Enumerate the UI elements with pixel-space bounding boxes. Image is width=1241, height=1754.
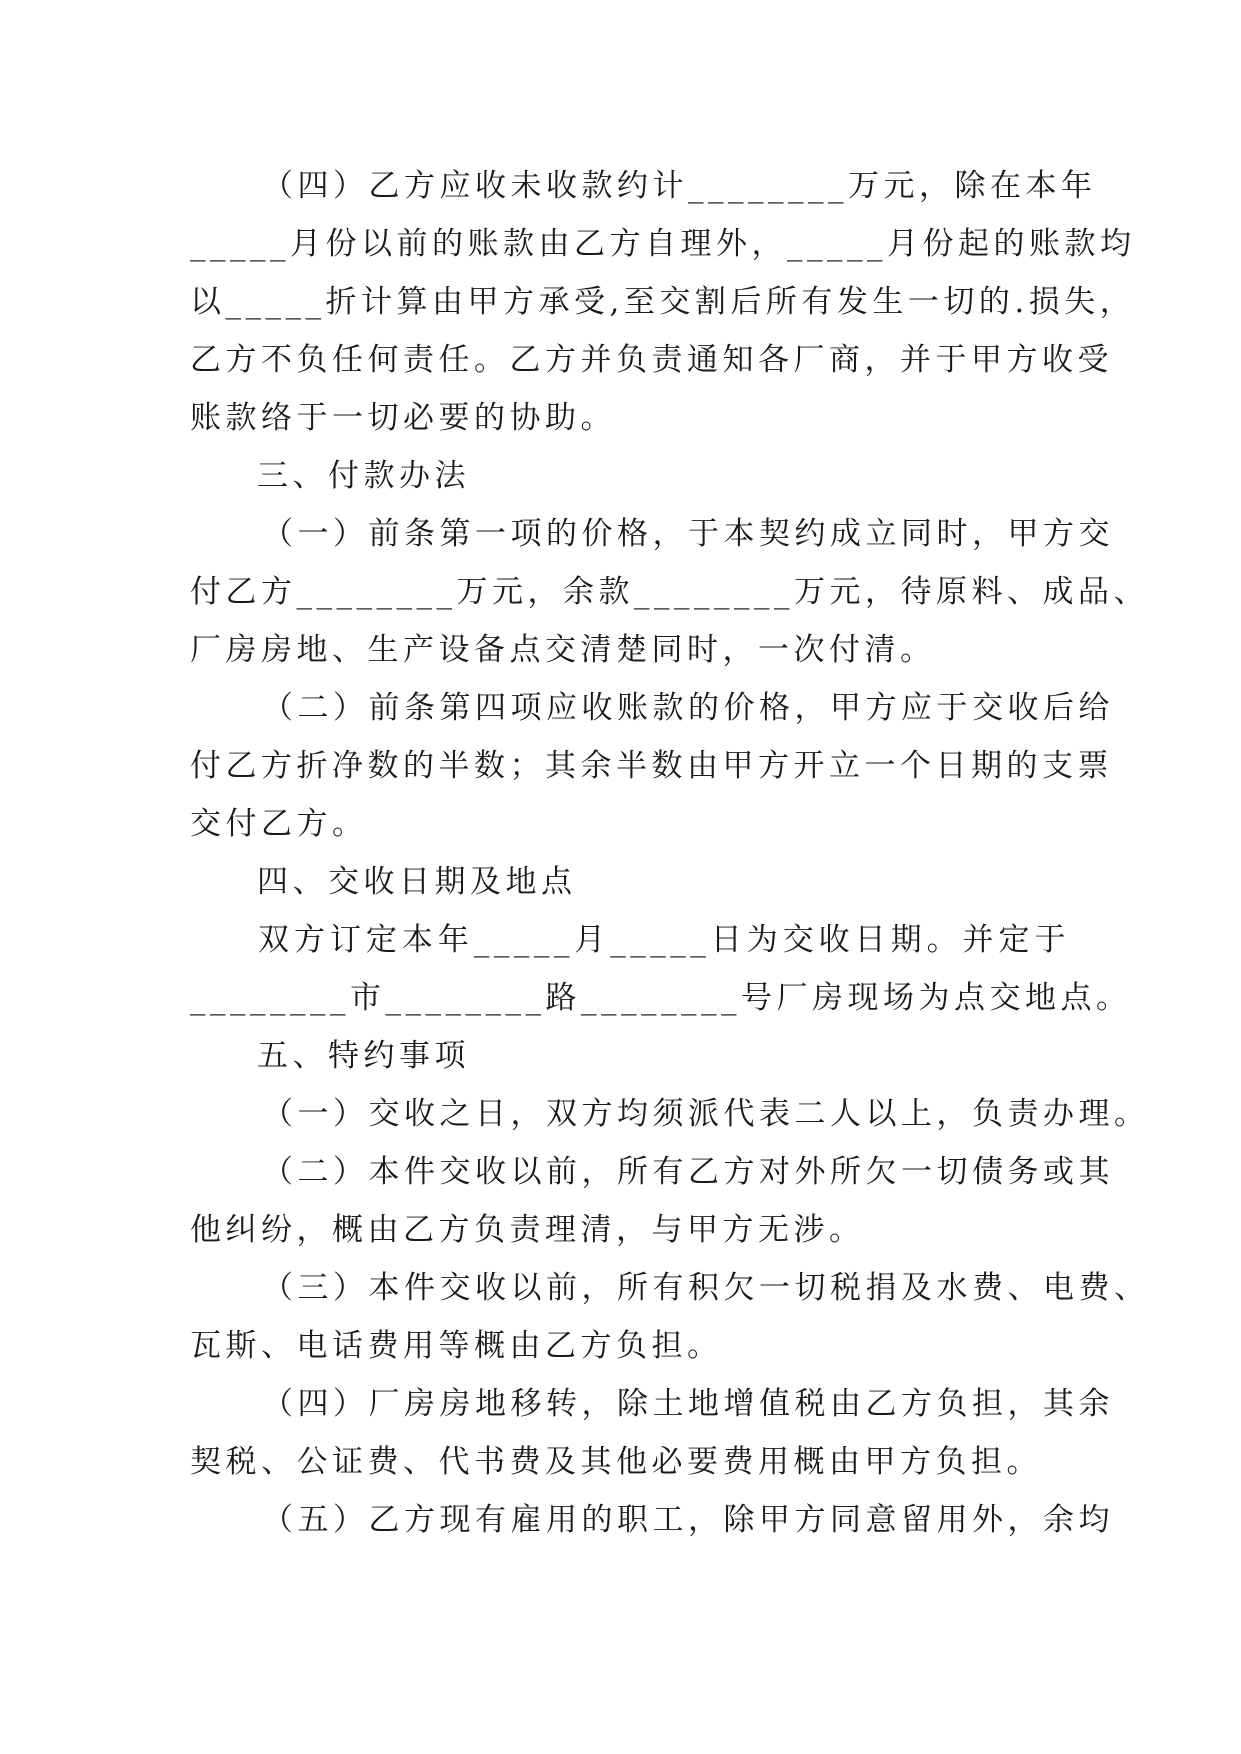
paragraph-line: （二）前条第四项应收账款的价格，甲方应于交收后给 [262, 690, 1114, 726]
paragraph-line: 厂房房地、生产设备点交清楚同时，一次付清。 [190, 632, 936, 668]
paragraph-line: 以_____折计算由甲方承受,至交割后所有发生一切的.损失， [190, 284, 1136, 320]
paragraph-line: 付乙方折净数的半数；其余半数由甲方开立一个日期的支票 [190, 748, 1113, 784]
section-heading: 五、特约事项 [257, 1038, 470, 1074]
paragraph-line: 账款络于一切必要的协助。 [190, 400, 616, 436]
paragraph-line: 付乙方________万元，余款________万元，待原料、成品、 [190, 574, 1149, 610]
paragraph-line: （三）本件交收以前，所有积欠一切税捐及水费、电费、 [262, 1270, 1150, 1306]
section-heading: 四、交收日期及地点 [257, 864, 577, 900]
paragraph-line: _____月份以前的账款由乙方自理外，_____月份起的账款均 [190, 226, 1136, 262]
paragraph-line: （四）乙方应收未收款约计________万元，除在本年 [262, 168, 1097, 204]
paragraph-line: 瓦斯、电话费用等概由乙方负担。 [190, 1328, 723, 1364]
paragraph-line: 双方订定本年_____月_____日为交收日期。并定于 [258, 922, 1070, 958]
paragraph-line: （四）厂房房地移转，除土地增值税由乙方负担，其余 [262, 1386, 1114, 1422]
paragraph-line: 他纠纷，概由乙方负责理清，与甲方无涉。 [190, 1212, 865, 1248]
section-heading: 三、付款办法 [257, 458, 470, 494]
paragraph-line: 交付乙方。 [190, 806, 368, 842]
paragraph-line: ________市________路________号厂房现场为点交地点。 [190, 980, 1132, 1016]
paragraph-line: 乙方不负任何责任。乙方并负责通知各厂商，并于甲方收受 [190, 342, 1113, 378]
paragraph-line: 契税、公证费、代书费及其他必要费用概由甲方负担。 [190, 1444, 1042, 1480]
paragraph-line: （一）交收之日，双方均须派代表二人以上，负责办理。 [262, 1096, 1150, 1132]
paragraph-line: （五）乙方现有雇用的职工，除甲方同意留用外，余均 [262, 1502, 1114, 1538]
paragraph-line: （一）前条第一项的价格，于本契约成立同时，甲方交 [262, 516, 1114, 552]
paragraph-line: （二）本件交收以前，所有乙方对外所欠一切债务或其 [262, 1154, 1114, 1190]
